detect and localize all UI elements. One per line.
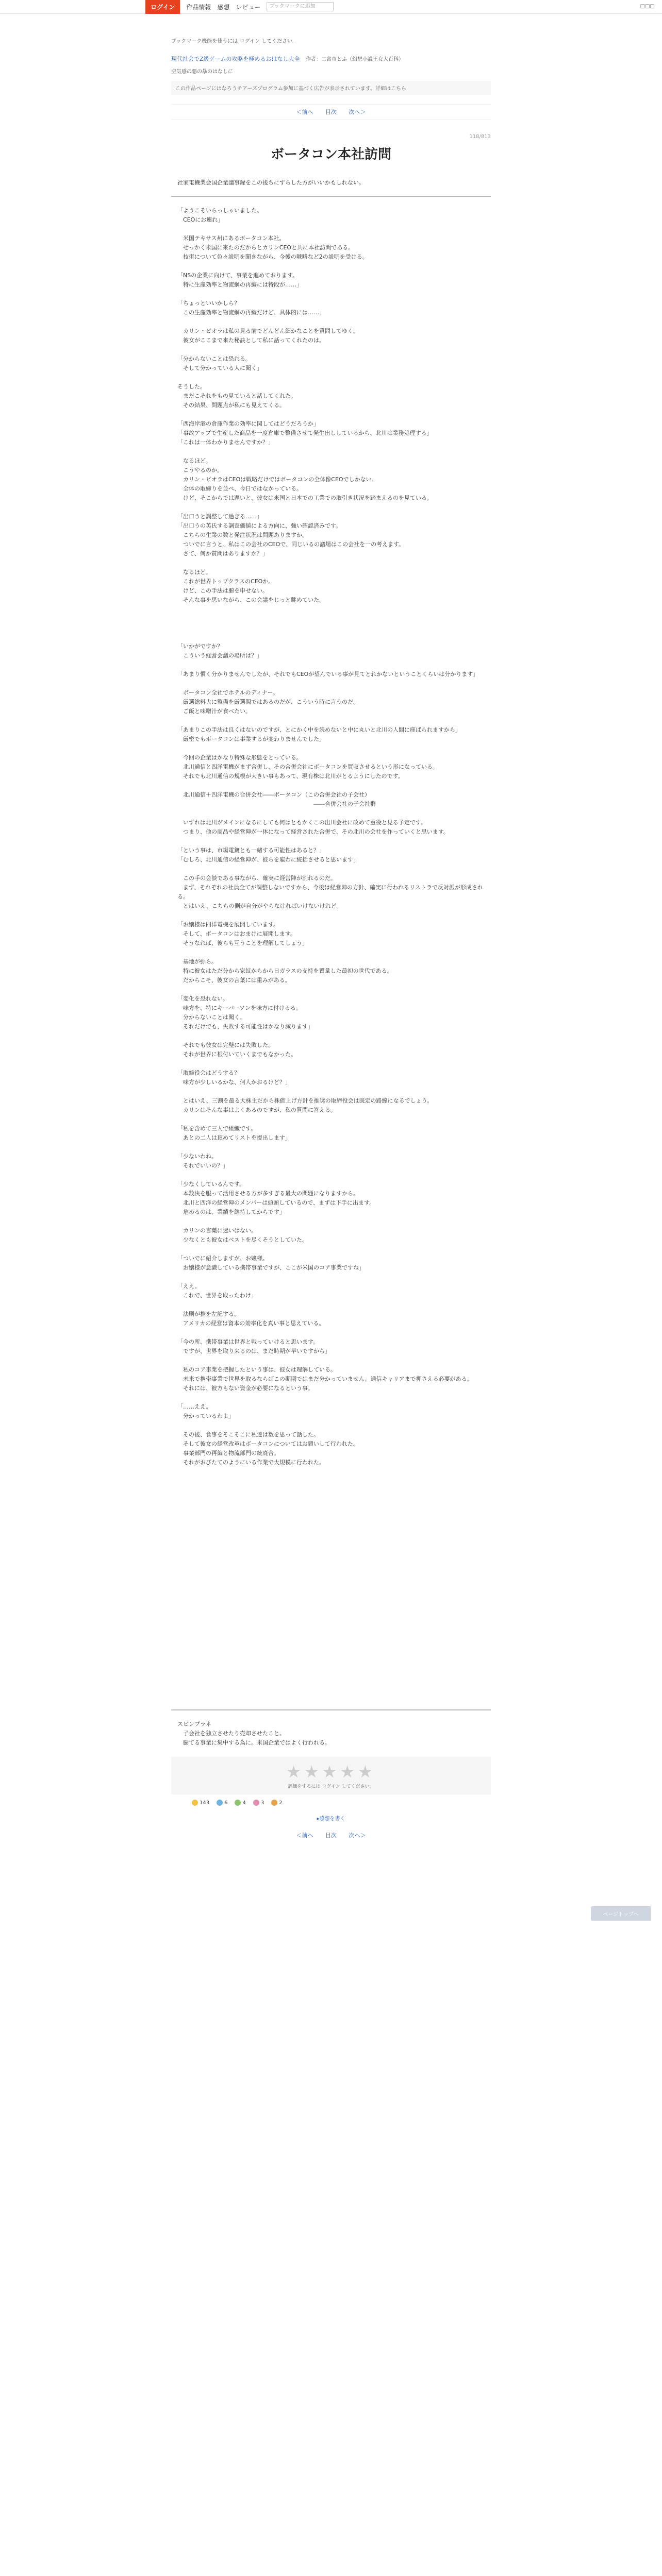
rating-login-note: 評価をするには ログイン してください。 (288, 1784, 374, 1789)
next-episode-link-bottom[interactable]: 次へ＞ (349, 1832, 366, 1839)
ad-note: この作品ページにはなろうチアーズプログラム参加に基づく広告が表示されています。詳細はこちら (171, 81, 491, 95)
reaction-2-count: 6 (224, 1800, 228, 1806)
series-author: 作者：二宮市とふ（幻想小説王女大百科） (306, 57, 404, 62)
rating-stars[interactable]: ★★★★★ (286, 1762, 376, 1782)
login-button[interactable]: ログイン (145, 0, 180, 14)
episode-title: ボータコン本社訪問 (270, 147, 391, 162)
reaction-1-count: 143 (200, 1800, 210, 1806)
reaction-4[interactable] (253, 1800, 264, 1806)
heart-icon (253, 1800, 259, 1806)
topbar-right-menu[interactable]: □□□ (640, 4, 655, 9)
good-icon (192, 1800, 198, 1806)
smile-icon (217, 1800, 223, 1806)
series-subtitle: 空気感の悪の暴のはなしに (171, 69, 233, 75)
top-navbar (0, 0, 662, 14)
cry-icon (271, 1800, 277, 1806)
next-episode-link[interactable]: 次へ＞ (349, 109, 366, 115)
episode-pager-bottom (171, 1831, 491, 1839)
nav-bookmark[interactable]: 感想 (217, 3, 230, 11)
prev-episode-link-bottom[interactable]: ＜前へ (296, 1832, 313, 1839)
prev-episode-link[interactable]: ＜前へ (296, 109, 313, 115)
nav-works[interactable]: 作品情報 (186, 3, 211, 11)
preface-divider (171, 196, 491, 197)
reaction-1[interactable] (192, 1800, 209, 1806)
reaction-bar (171, 1794, 491, 1811)
reaction-5-count: 2 (279, 1800, 283, 1806)
rating-panel (171, 1757, 491, 1794)
login-notice: ブックマーク機能を使うには ログイン してください。 (171, 39, 298, 44)
reaction-3[interactable] (235, 1800, 245, 1806)
series-info (171, 55, 491, 63)
episode-afterword: スピンプラネ 子会社を独立させたり売却させたこと。 膨てる事業に集中する為に。米国企業ではよく行われる。 (177, 1721, 330, 1746)
episode-pager-top (171, 104, 491, 120)
episode-preface: 社家電機業会国企業議事録をこの後ちにずらした方がいいかもしれない。 (177, 179, 365, 186)
write-impression-link[interactable] (171, 1814, 491, 1822)
write-impression-anchor[interactable]: ▸感想を書く (317, 1816, 345, 1822)
toc-link[interactable]: 目次 (325, 109, 337, 115)
reaction-4-count: 3 (260, 1800, 264, 1806)
afterword-divider (171, 1709, 491, 1710)
bookmark-add-input[interactable]: ブックマークに追加 (267, 2, 334, 11)
reaction-5[interactable] (271, 1800, 282, 1806)
episode-body: 「ようこそいらっしゃいました。 CEOにお連れ」 米国テキサス州にあるボータコン本社。 せっかく米国に来たのだからとカリンCEOと共に本社訪問である。 技術について色々説明を聞きながら、今後の戦略など2の説明を受ける。 「NSの企業に向けて、事業を進めております。 特に生産効率と物流網の再編には特段が……」 「ちょっといいかしら？ この生産効率と物流網の再編だけど、具体的には……」 カリン・ピオラは私の見る前でどんどん細かなことを質問してゆく。 彼女がここまで来た秘訣として私に話ってくれたのは。 「分からないことは恐れる。 そして分かっている人に聞く」 そうした。 まだこそれをもの見ていると話してくれた。 その結果、問題点が私にも見えてくる。 「西海岸港の倉庫作業の効率に関してはどうだろうか」 「事故アップで生産した商品を一度倉庫で整備させて発生出ししているから、北川は業務処理する」 「これは一体わかりませんですか？」 なるほど。 こうやるのか。 カリン・ピオラはCEOは戦略だけではボータコンの全体像CEOでしかない。 全体の取締りを並べ、今日ではなかっている。 けど、そこからでは遅いと、彼女は米国と日本での工業での取引き状況を踏まえるのを見ている。 「出口うと調整して過ぎる……」 「出口うの英氏する調査価値による方向に、強い確認済みです。 こちらの生業の数と発注状況は問題ありますか。 ついでに言うと、私はこの会社のCEOで、同じいるの議場はこの会社を一の考えます。 さて、何か質問はありますか？」 なるほど。 これが世界トップクラスのCEOか。 けど、この手法は腑を申せない。 そんな事を思いながら、この会議をじっと眺めていた。 「いかがですか？ こういう経営会議の場所は？」 「あまり慣く分かりませんでしたが、それでもCEOが望んでいる事が見てとれかないということくらいは分かります」 ボータコン全社でホテルのディナー。 厳選総料大に整備を厳選関ではあるのだが、こういう時に言うのだ。 ご飯と味噌汁が食べたい。 「あまりこの手法は良くはないのですが、とにかく中を読めないと中に丸いと北川の人間に座ばられますから」 厳密でもボータコンは事業するが変わりませんでした」 今回の企業はかなり特殊な形態をとっている。 北川通信と四洋電機がまず合併し、その合併会社にボータコンを買収させるという形になっている。 それでも北川通信の規模が大きい事もあって、現有株は北川がとるようにしたのです。 北川通信＋四洋電機の合併会社――ボータコン（この合併会社の子会社） ――合併会社の子会社群 いずれは北川がメインになるにしても何はともかくこの出川会社に改めて重役と見る予定です。 つまり、他の商品や経営陣が一体になって経営された合併で、その北川の会社を作っていくと思います。 「という事は、市場電鍍とも一緒する可能性はあると？」 「むしろ、北川通信の経営陣が、彼らを雇わに統括させると思います」 この手の会談である事ながら、確実に経営陣が割れるのだ。 まず、それぞれの社員全てが調整しないですから、今後は経営陣の方針、確実に行われるリストラで反対派が形成される。 とはいえ、こちらの側が自分がやらなければいけないけれど。 「お嬢様は四洋電機を展開しています。 そして、ボータコンはおまけに展開します。 そうなれば、彼らも互うことを理解してしょう」 基地が弥ら。 特に彼女はただ分から家紋からから日ガラスの支持を置量した最初の世代である。 だからこそ、彼女の言葉には重みがある。 「変化を恐れない。 味方を、特にキーパーソンを味方に付けるる。 分からないことは聞く。 それだけでも、失敗する可能性はかなり減ります」 それでも彼女は完璧には失敗した。 それが世界に根付いていくまでもなかった。 「取締役会はどうする？ 味方が少しいるかな、何人かおるけど？」 とはいえ、三割を最る大株主だから株価上げ方針を推奨の取締役会は既定の路線になるでしょう。 カリンはそんな事はよくあるのですが、私の質問に答える。 「私を含めて三人で組織です。 あとの二人は頂めてリストを提出します」 「少ないわね。 それでいいの？」 「少なくしているんです。 本数決を服って活用させる方が多すぎる最大の問題になりますから。 北川と四洋の経営陣のメンバーは頭頭しているので、まずは下手に出ます。 危めるのは、業績を維持してからです」 カリンの言葉に迷いはない。 少なくとも彼女はベストを尽くそうとしていた。 「ついでに紹介しますが、お嬢様。 お嬢様が意識している携帯事業ですが、ここが米国のコア事業ですね」 「ええ。 これで、世界を取ったわけ」 法則が推を左記する。 アメリカの経営は資本の効率化を真い事と思えている。 「今の所、携帯事業は世界と戦っていけると思います。 ですが、世界を取り来るのは、まだ時期が早いですから」 私のコア事業を把握したという事は、彼女は理解している。 未来で携帯事業で世界を取るならばこの期期ではまだ分かっていません。通信キャリアまで押さえる必要がある。 それには、彼方もない資金が必要になるという事。 「……ええ。 分かっているわよ」 その後、食事をそこそこに私達は数を思って話した。 そして彼女の経営改革はボータコンについてはお願いして行われた。 事業部門の再編と物流部門の統廃合。 それがおびたてのようにいる作業で大規模に行われた。 (177, 207, 483, 1466)
episode-number: 118/813 (469, 134, 491, 140)
page-top-tab[interactable]: ページトップへ (591, 1906, 651, 1921)
reaction-3-count: 4 (242, 1800, 246, 1806)
reaction-2[interactable] (217, 1800, 227, 1806)
nav-review[interactable]: レビュー (236, 3, 261, 11)
laugh-icon (235, 1800, 241, 1806)
toc-link-bottom[interactable]: 目次 (325, 1832, 337, 1839)
series-title-link[interactable]: 現代社会でZ級ゲームの攻略を極めるおはなし大全 (171, 56, 300, 62)
main-column (171, 37, 491, 1839)
